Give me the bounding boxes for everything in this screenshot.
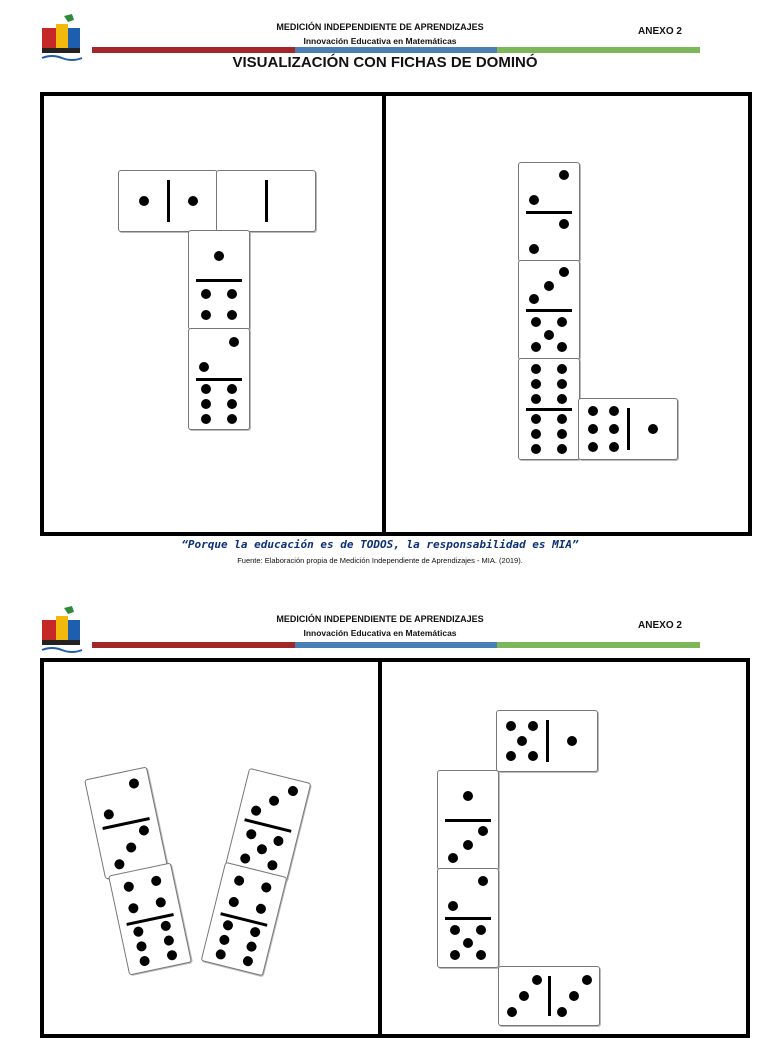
domino-pip: [138, 825, 150, 837]
domino-pip: [229, 337, 239, 347]
domino-pip: [128, 902, 140, 914]
domino-pip: [559, 267, 569, 277]
domino-pip: [249, 926, 261, 938]
domino-tile: [578, 398, 678, 460]
domino-pip: [159, 920, 171, 932]
page-header-2: [0, 606, 768, 666]
domino-pip: [557, 429, 567, 439]
domino-divider: [627, 408, 630, 450]
source-text: Fuente: Elaboración propia de Medición Independiente de Aprendizajes - MIA. (2019).: [237, 556, 523, 565]
domino-pip: [272, 834, 284, 846]
domino-divider: [167, 180, 170, 222]
domino-pip: [227, 289, 237, 299]
domino-pip: [478, 876, 488, 886]
domino-tile: [518, 358, 580, 460]
domino-pip: [133, 926, 145, 938]
domino-pip: [199, 362, 209, 372]
domino-tile: [216, 170, 316, 232]
mia-logo: [40, 14, 84, 66]
program-name: Innovación Educativa en Matemáticas: [303, 36, 457, 46]
domino-pip: [559, 170, 569, 180]
domino-pip: [517, 736, 527, 746]
domino-divider: [196, 378, 242, 381]
domino-tile: [437, 868, 499, 968]
domino-divider: [548, 976, 551, 1017]
domino-pip: [215, 948, 227, 960]
domino-pip: [588, 406, 598, 416]
domino-tile: [188, 328, 250, 430]
domino-tile: [496, 710, 598, 772]
domino-pip: [227, 310, 237, 320]
domino-pip: [506, 721, 516, 731]
domino-pip: [531, 429, 541, 439]
domino-pip: [531, 317, 541, 327]
domino-tile: [518, 162, 580, 262]
domino-pip: [557, 379, 567, 389]
domino-pip: [268, 795, 280, 807]
domino-pip: [188, 196, 198, 206]
domino-divider: [546, 720, 549, 762]
domino-pip: [476, 950, 486, 960]
institution-name: MEDICIÓN INDEPENDIENTE DE APRENDIZAJES: [276, 22, 484, 32]
domino-pip: [123, 881, 135, 893]
domino-pip: [609, 424, 619, 434]
annex-label: ANEXO 2: [638, 26, 682, 37]
domino-pip: [609, 442, 619, 452]
domino-pip: [201, 399, 211, 409]
color-bar: [92, 47, 700, 53]
domino-pip: [557, 444, 567, 454]
annex-label: ANEXO 2: [638, 620, 682, 631]
domino-pip: [529, 294, 539, 304]
color-bar: [92, 642, 700, 648]
domino-pip: [154, 897, 166, 909]
domino-pip: [544, 330, 554, 340]
domino-pip: [478, 826, 488, 836]
domino-tile: [498, 966, 600, 1026]
domino-pip: [256, 843, 268, 855]
domino-pip: [214, 251, 224, 261]
domino-pip: [227, 399, 237, 409]
domino-pip: [648, 424, 658, 434]
domino-pip: [529, 244, 539, 254]
domino-pip: [150, 875, 162, 887]
domino-pip: [529, 195, 539, 205]
program-name: Innovación Educativa en Matemáticas: [303, 628, 457, 638]
domino-divider: [526, 309, 572, 312]
domino-pip: [246, 828, 258, 840]
domino-pip: [463, 840, 473, 850]
domino-pip: [201, 414, 211, 424]
domino-pip: [450, 925, 460, 935]
domino-pip: [557, 1007, 567, 1017]
motto-text: “Porque la educación es de TODOS, la responsabilidad es MIA”: [181, 538, 579, 551]
domino-pip: [233, 875, 245, 887]
domino-pip: [463, 938, 473, 948]
domino-divider: [526, 211, 572, 214]
domino-pip: [163, 935, 175, 947]
domino-pip: [260, 881, 272, 893]
domino-pip: [250, 805, 262, 817]
domino-pip: [139, 955, 151, 967]
domino-pip: [227, 414, 237, 424]
domino-pip: [544, 281, 554, 291]
domino-pip: [528, 721, 538, 731]
domino-pip: [531, 414, 541, 424]
domino-pip: [519, 991, 529, 1001]
domino-pip: [166, 949, 178, 961]
domino-pip: [557, 342, 567, 352]
domino-pip: [125, 842, 137, 854]
domino-pip: [228, 896, 240, 908]
domino-pip: [476, 925, 486, 935]
domino-pip: [448, 853, 458, 863]
domino-tile: [518, 260, 580, 360]
domino-pip: [557, 317, 567, 327]
domino-pip: [557, 414, 567, 424]
domino-pip: [531, 444, 541, 454]
domino-pip: [559, 219, 569, 229]
domino-pip: [127, 777, 139, 789]
domino-pip: [139, 196, 149, 206]
domino-divider: [445, 917, 491, 920]
domino-pip: [531, 342, 541, 352]
domino-pip: [286, 785, 298, 797]
domino-pip: [241, 955, 253, 967]
domino-pip: [531, 394, 541, 404]
domino-pip: [245, 940, 257, 952]
domino-divider: [265, 180, 268, 222]
domino-pip: [266, 859, 278, 871]
domino-pip: [506, 751, 516, 761]
domino-pip: [531, 364, 541, 374]
mia-logo: [40, 606, 84, 658]
domino-divider: [196, 279, 242, 282]
domino-pip: [609, 406, 619, 416]
domino-pip: [255, 903, 267, 915]
domino-pip: [222, 919, 234, 931]
domino-pip: [448, 901, 458, 911]
domino-pip: [201, 310, 211, 320]
institution-name: MEDICIÓN INDEPENDIENTE DE APRENDIZAJES: [276, 614, 484, 624]
domino-pip: [588, 424, 598, 434]
domino-pip: [102, 808, 114, 820]
domino-pip: [588, 442, 598, 452]
domino-pip: [557, 394, 567, 404]
domino-pip: [463, 791, 473, 801]
domino-pip: [219, 934, 231, 946]
domino-pip: [227, 384, 237, 394]
domino-tile: [118, 170, 218, 232]
domino-divider: [526, 408, 572, 411]
domino-pip: [569, 991, 579, 1001]
domino-pip: [567, 736, 577, 746]
domino-pip: [507, 1007, 517, 1017]
domino-pip: [201, 289, 211, 299]
domino-tile: [188, 230, 250, 330]
domino-divider: [445, 819, 491, 822]
domino-pip: [240, 852, 252, 864]
panel-figure-v: [40, 658, 384, 1038]
domino-pip: [582, 975, 592, 985]
domino-pip: [450, 950, 460, 960]
domino-pip: [201, 384, 211, 394]
page-title: VISUALIZACIÓN CON FICHAS DE DOMINÓ: [232, 54, 538, 71]
domino-tile: [437, 770, 499, 870]
domino-pip: [113, 858, 125, 870]
domino-pip: [532, 975, 542, 985]
domino-pip: [557, 364, 567, 374]
domino-pip: [531, 379, 541, 389]
domino-pip: [136, 940, 148, 952]
domino-pip: [528, 751, 538, 761]
